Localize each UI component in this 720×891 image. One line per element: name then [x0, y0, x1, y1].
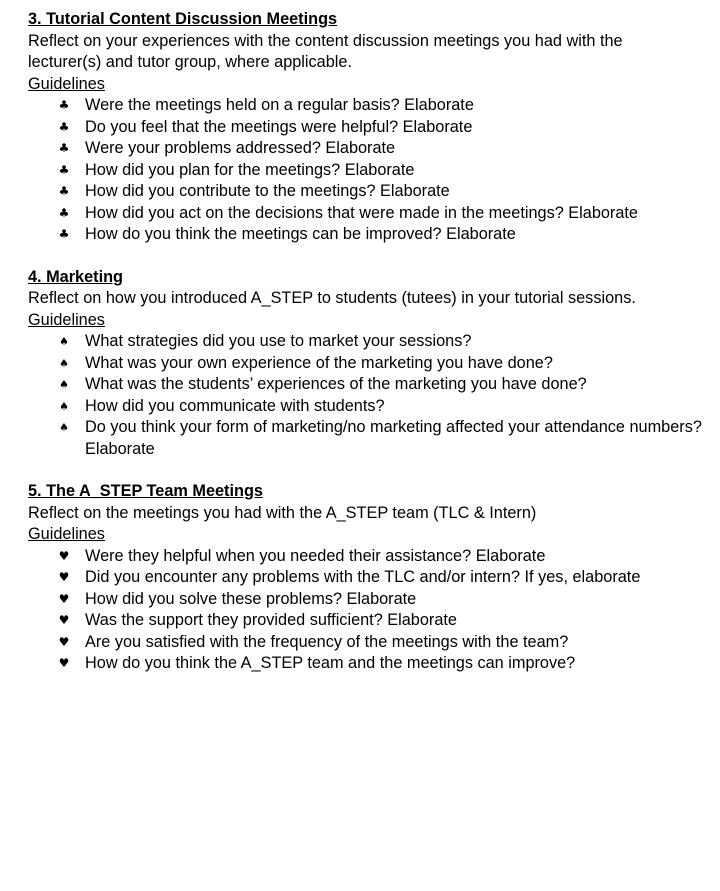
heart-icon: ♥	[58, 634, 70, 649]
heart-icon: ♥	[58, 548, 70, 563]
list-item	[59, 374, 720, 396]
section-astep-team-meetings	[28, 481, 720, 675]
spade-icon: ♠	[59, 378, 69, 391]
heart-icon: ♥	[58, 570, 70, 584]
list-item	[58, 95, 720, 117]
guidelines-list	[28, 95, 720, 246]
section-marketing	[28, 267, 720, 461]
list-item	[58, 589, 720, 611]
list-item	[58, 117, 720, 139]
list-item	[58, 160, 720, 182]
list-item	[58, 203, 720, 225]
list-item-text: What was the students’ experiences of the marketing you have done?	[85, 375, 587, 393]
section-intro: Reflect on your experiences with the content discussion meetings you had with the lecturer(s) and tutor group, where applicable.	[28, 31, 623, 71]
list-item	[58, 610, 720, 632]
list-item	[58, 567, 720, 589]
spade-icon: ♠	[59, 335, 69, 348]
list-item-text: Were they helpful when you needed their assistance? Elaborate	[85, 546, 546, 565]
list-item-text: How did you plan for the meetings? Elaborate	[85, 160, 415, 179]
guidelines-label: Guidelines	[28, 310, 105, 329]
list-item-text: Are you satisfied with the frequency of the meetings with the team?	[85, 632, 569, 651]
list-item-text: Did you encounter any problems with the TLC and/or intern? If yes, elaborate	[85, 568, 641, 586]
list-item-text: How do you think the meetings can be improved? Elaborate	[85, 225, 516, 243]
spade-icon: ♠	[59, 356, 69, 370]
heart-icon: ♥	[58, 656, 70, 670]
club-icon: ♣	[58, 141, 70, 155]
section-tutorial-content-meetings	[28, 9, 720, 246]
list-item	[59, 353, 720, 375]
list-item-text: Do you think your form of marketing/no marketing affected your attendance numbers? Elaborate	[85, 418, 702, 458]
club-icon: ♣	[58, 162, 70, 177]
club-icon: ♣	[58, 205, 70, 220]
section-intro: Reflect on how you introduced A_STEP to students (tutees) in your tutorial sessions.	[28, 289, 636, 307]
guidelines-list	[28, 331, 720, 460]
list-item-text: Do you feel that the meetings were helpful? Elaborate	[85, 117, 473, 136]
list-item	[58, 181, 720, 203]
spade-icon: ♠	[59, 421, 69, 434]
club-icon: ♣	[58, 98, 70, 112]
heart-icon: ♥	[58, 591, 70, 606]
list-item-text: How did you contribute to the meetings? Elaborate	[85, 182, 450, 200]
guidelines-list	[28, 546, 720, 675]
list-item	[58, 546, 720, 568]
section-title: 5. The A_STEP Team Meetings	[28, 482, 263, 500]
list-item	[58, 632, 720, 654]
section-intro: Reflect on the meetings you had with the A_STEP team (TLC & Intern)	[28, 503, 537, 522]
list-item	[58, 224, 720, 246]
list-item-text: How do you think the A_STEP team and the meetings can improve?	[85, 654, 576, 672]
list-item-text: What was your own experience of the marketing you have done?	[85, 353, 553, 372]
list-item	[59, 331, 720, 353]
spade-icon: ♠	[59, 399, 69, 413]
list-item	[59, 417, 720, 460]
list-item-text: Was the support they provided sufficient? Elaborate	[85, 611, 457, 629]
list-item-text: How did you communicate with students?	[85, 396, 385, 415]
section-title: 4. Marketing	[28, 267, 124, 286]
list-item	[58, 138, 720, 160]
club-icon: ♣	[58, 119, 70, 134]
list-item-text: How did you act on the decisions that were made in the meetings? Elaborate	[85, 203, 638, 222]
list-item-text: How did you solve these problems? Elaborate	[85, 589, 417, 608]
section-title: 3. Tutorial Content Discussion Meetings	[28, 10, 338, 28]
guidelines-label: Guidelines	[28, 74, 105, 93]
heart-icon: ♥	[58, 613, 70, 627]
list-item	[59, 396, 720, 418]
guidelines-label: Guidelines	[28, 525, 105, 543]
list-item-text: Were your problems addressed? Elaborate	[85, 139, 396, 157]
list-item-text: What strategies did you use to market your sessions?	[85, 332, 472, 350]
club-icon: ♣	[58, 227, 70, 241]
club-icon: ♣	[58, 184, 70, 198]
list-item-text: Were the meetings held on a regular basis? Elaborate	[85, 96, 474, 114]
list-item	[58, 653, 720, 675]
